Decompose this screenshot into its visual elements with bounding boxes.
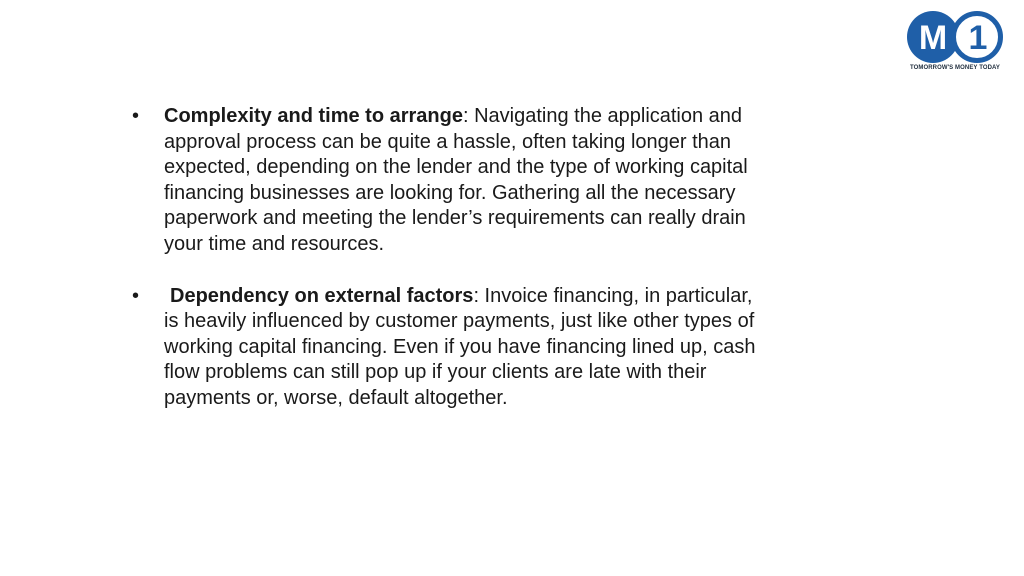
bullet-icon: •	[132, 284, 140, 307]
m1-logo-mark	[903, 10, 1007, 66]
bullet-text: : Navigating the application and approval process can be quite a hassle, often taking longer than expected, depending on the lender and the type of working capital financing businesses are looking for. Gathering all the necessary paperwork and meeting the lender’s requirements can really drain your time and resources.	[164, 105, 748, 255]
bullet-item	[132, 284, 772, 412]
bullet-text: : Invoice financing, in particular, is heavily influenced by customer payments, just like other types of working capital financing. Even if you have financing lined up, cash flow problems can still pop up if your clients are late with their payments or, worse, default altogether.	[164, 284, 756, 409]
logo-tagline: TOMORROW'S MONEY TODAY	[909, 65, 1001, 71]
bullet-term: Dependency on external factors	[170, 284, 474, 307]
m1-logo	[903, 10, 1007, 76]
logo-number: 1	[968, 19, 988, 57]
bullet-list	[132, 104, 772, 438]
bullet-term: Complexity and time to arrange	[164, 105, 463, 127]
bullet-icon: •	[132, 105, 140, 127]
logo-letter: M	[918, 19, 948, 57]
bullet-item	[132, 104, 772, 258]
